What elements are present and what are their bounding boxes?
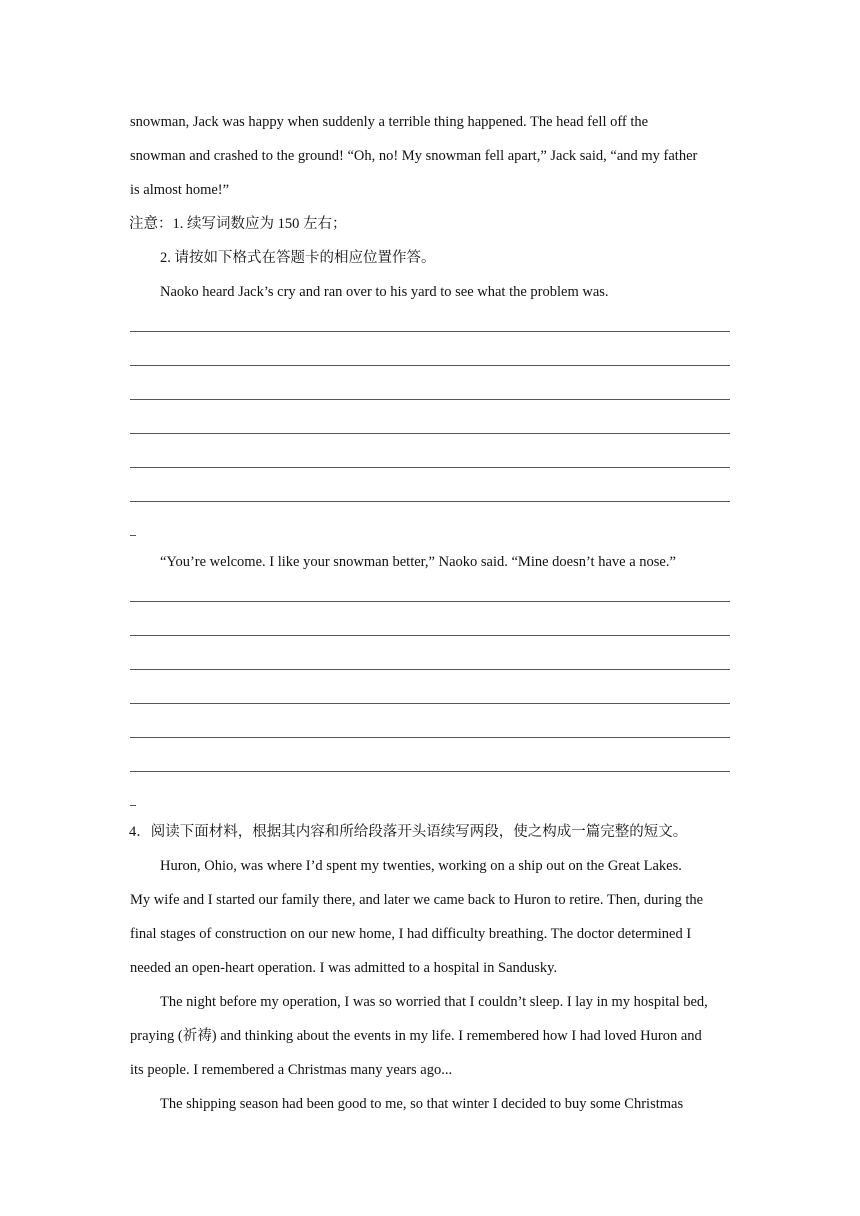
question-4-text-line: Huron, Ohio, was where I’d spent my twenties, working on a ship out on the Great Lakes. <box>160 858 682 874</box>
answer-line[interactable] <box>130 737 730 738</box>
answer-line[interactable] <box>130 635 730 636</box>
answer-line[interactable] <box>130 467 730 468</box>
question-4-text-line: needed an open-heart operation. I was admitted to a hospital in Sandusky. <box>130 960 558 976</box>
answer-line[interactable] <box>130 601 730 602</box>
question-4-text-line: final stages of construction on our new home, I had difficulty breathing. The doctor determined I <box>130 926 692 942</box>
passage-line: is almost home!” <box>130 182 230 198</box>
passage-line: snowman and crashed to the ground! “Oh, no! My snowman fell apart,” Jack said, “and my father <box>130 148 698 164</box>
answer-line[interactable] <box>130 365 730 366</box>
paragraph1-opening: Naoko heard Jack’s cry and ran over to his yard to see what the problem was. <box>160 284 609 300</box>
question-4-text-line: My wife and I started our family there, and later we came back to Huron to retire. Then, during the <box>130 892 704 908</box>
question-4-text-line: The shipping season had been good to me, so that winter I decided to buy some Christmas <box>160 1096 684 1112</box>
answer-line-tail <box>130 535 136 536</box>
answer-line[interactable] <box>130 669 730 670</box>
answer-line[interactable] <box>130 433 730 434</box>
answer-line[interactable] <box>130 771 730 772</box>
note-item-1: 注意：1. 续写词数应为 150 左右； <box>129 216 347 232</box>
answer-line[interactable] <box>130 501 730 502</box>
answer-line[interactable] <box>130 703 730 704</box>
passage-line: snowman, Jack was happy when suddenly a terrible thing happened. The head fell off the <box>130 114 649 130</box>
question-4-text-line: praying (祈祷) and thinking about the events in my life. I remembered how I had loved Huron and <box>130 1028 702 1044</box>
answer-line[interactable] <box>130 331 730 332</box>
answer-line[interactable] <box>130 399 730 400</box>
paragraph2-opening: “You’re welcome. I like your snowman better,” Naoko said. “Mine doesn’t have a nose.” <box>160 554 676 570</box>
question-4-text-line: its people. I remembered a Christmas many years ago... <box>130 1062 453 1078</box>
answer-line-tail <box>130 805 136 806</box>
question-4-prompt: 4．阅读下面材料，根据其内容和所给段落开头语续写两段，使之构成一篇完整的短文。 <box>129 824 688 840</box>
question-4-text-line: The night before my operation, I was so worried that I couldn’t sleep. I lay in my hospital bed, <box>160 994 708 1010</box>
note-item-2: 2. 请按如下格式在答题卡的相应位置作答。 <box>160 250 436 266</box>
